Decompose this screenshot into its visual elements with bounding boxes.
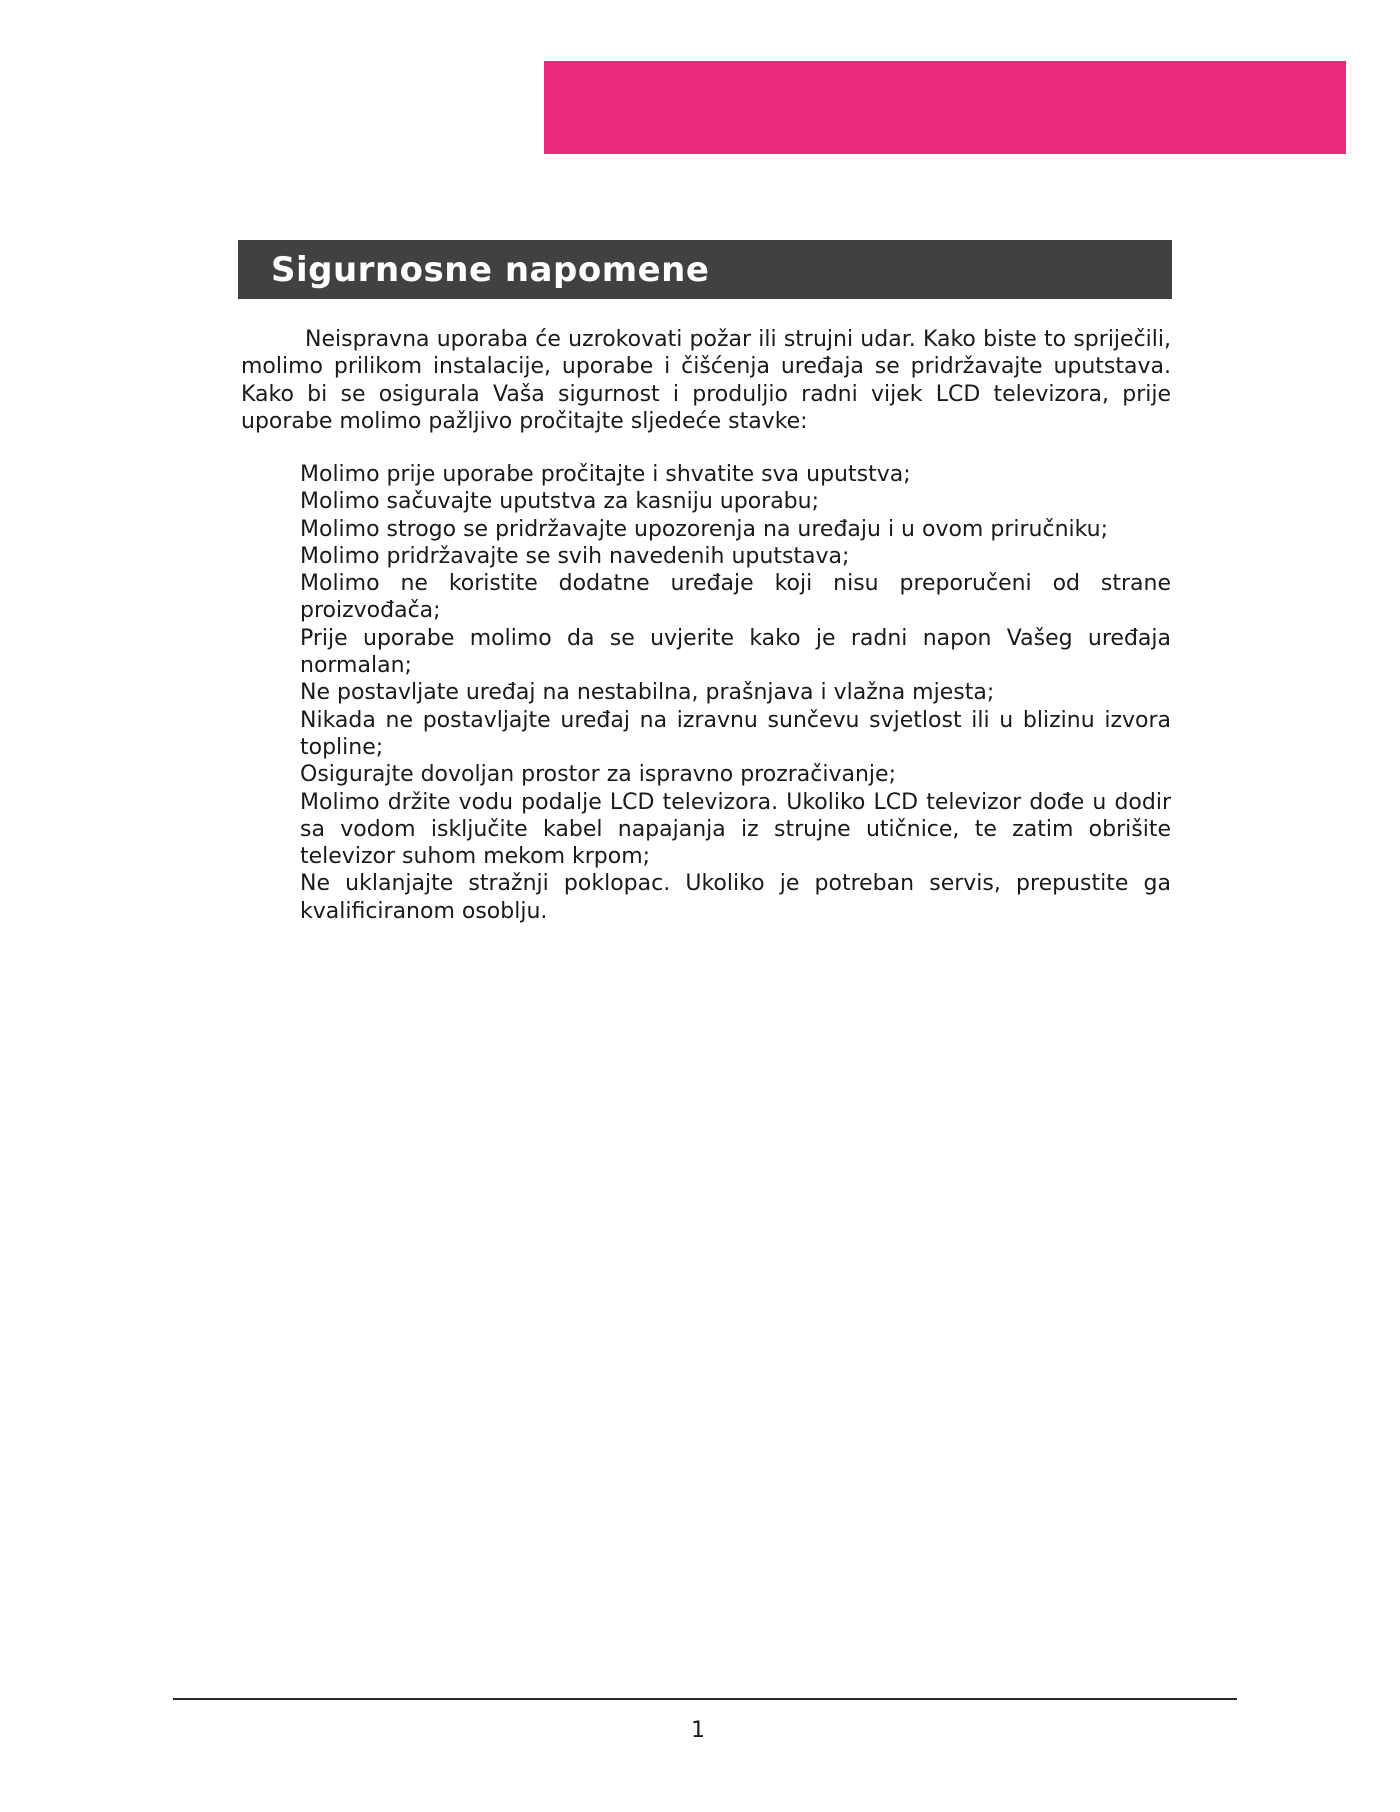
list-item: Nikada ne postavljajte uređaj na izravnu sunčevu svjetlost ili u blizinu izvora topline; [300, 707, 1171, 760]
pink-header-banner [544, 61, 1346, 154]
page-number: 1 [691, 1718, 705, 1743]
list-item: Ne postavljate uređaj na nestabilna, prašnjava i vlažna mjesta; [300, 680, 995, 706]
list-item: Prije uporabe molimo da se uvjerite kako je radni napon Vašeg uređaja normalan; [300, 625, 1171, 679]
list-item: Molimo pridržavajte se svih navedenih uputstava; [300, 543, 850, 569]
list-item: Molimo sačuvajte uputstva za kasniju uporabu; [300, 489, 819, 515]
safety-list [300, 461, 1171, 925]
section-header [238, 240, 1172, 299]
footer-divider [173, 1698, 1237, 1700]
section-title: Sigurnosne napomene [271, 249, 710, 290]
list-item: Osigurajte dovoljan prostor za ispravno prozračivanje; [300, 762, 896, 788]
list-item: Molimo strogo se pridržavajte upozorenja na uređaju i u ovom priručniku; [300, 516, 1109, 542]
list-item: Molimo držite vodu podalje LCD televizora. Ukoliko LCD televizor dođe u dodir sa vodom isključite kabel napajanja iz strujne utičnice, te zatim obrišite televizor suhom mekom krpom; [300, 789, 1171, 870]
list-item: Ne uklanjajte stražnji poklopac. Ukoliko je potreban servis, prepustite ga kvalificiranom osoblju. [300, 871, 1171, 924]
intro-paragraph: Neispravna uporaba će uzrokovati požar ili strujni udar. Kako biste to spriječili, molimo prilikom instalacije, uporabe i čišćenja uređaja se pridržavajte uputstava. Kako bi se osigurala Vaša sigurnost i produljio radni vijek LCD televizora, prije uporabe molimo pažljivo pročitajte sljedeće stavke: [241, 327, 1171, 434]
list-item: Molimo ne koristite dodatne uređaje koji nisu preporučeni od strane proizvođača; [300, 571, 1171, 624]
list-item: Molimo prije uporabe pročitajte i shvatite sva uputstva; [300, 462, 911, 487]
